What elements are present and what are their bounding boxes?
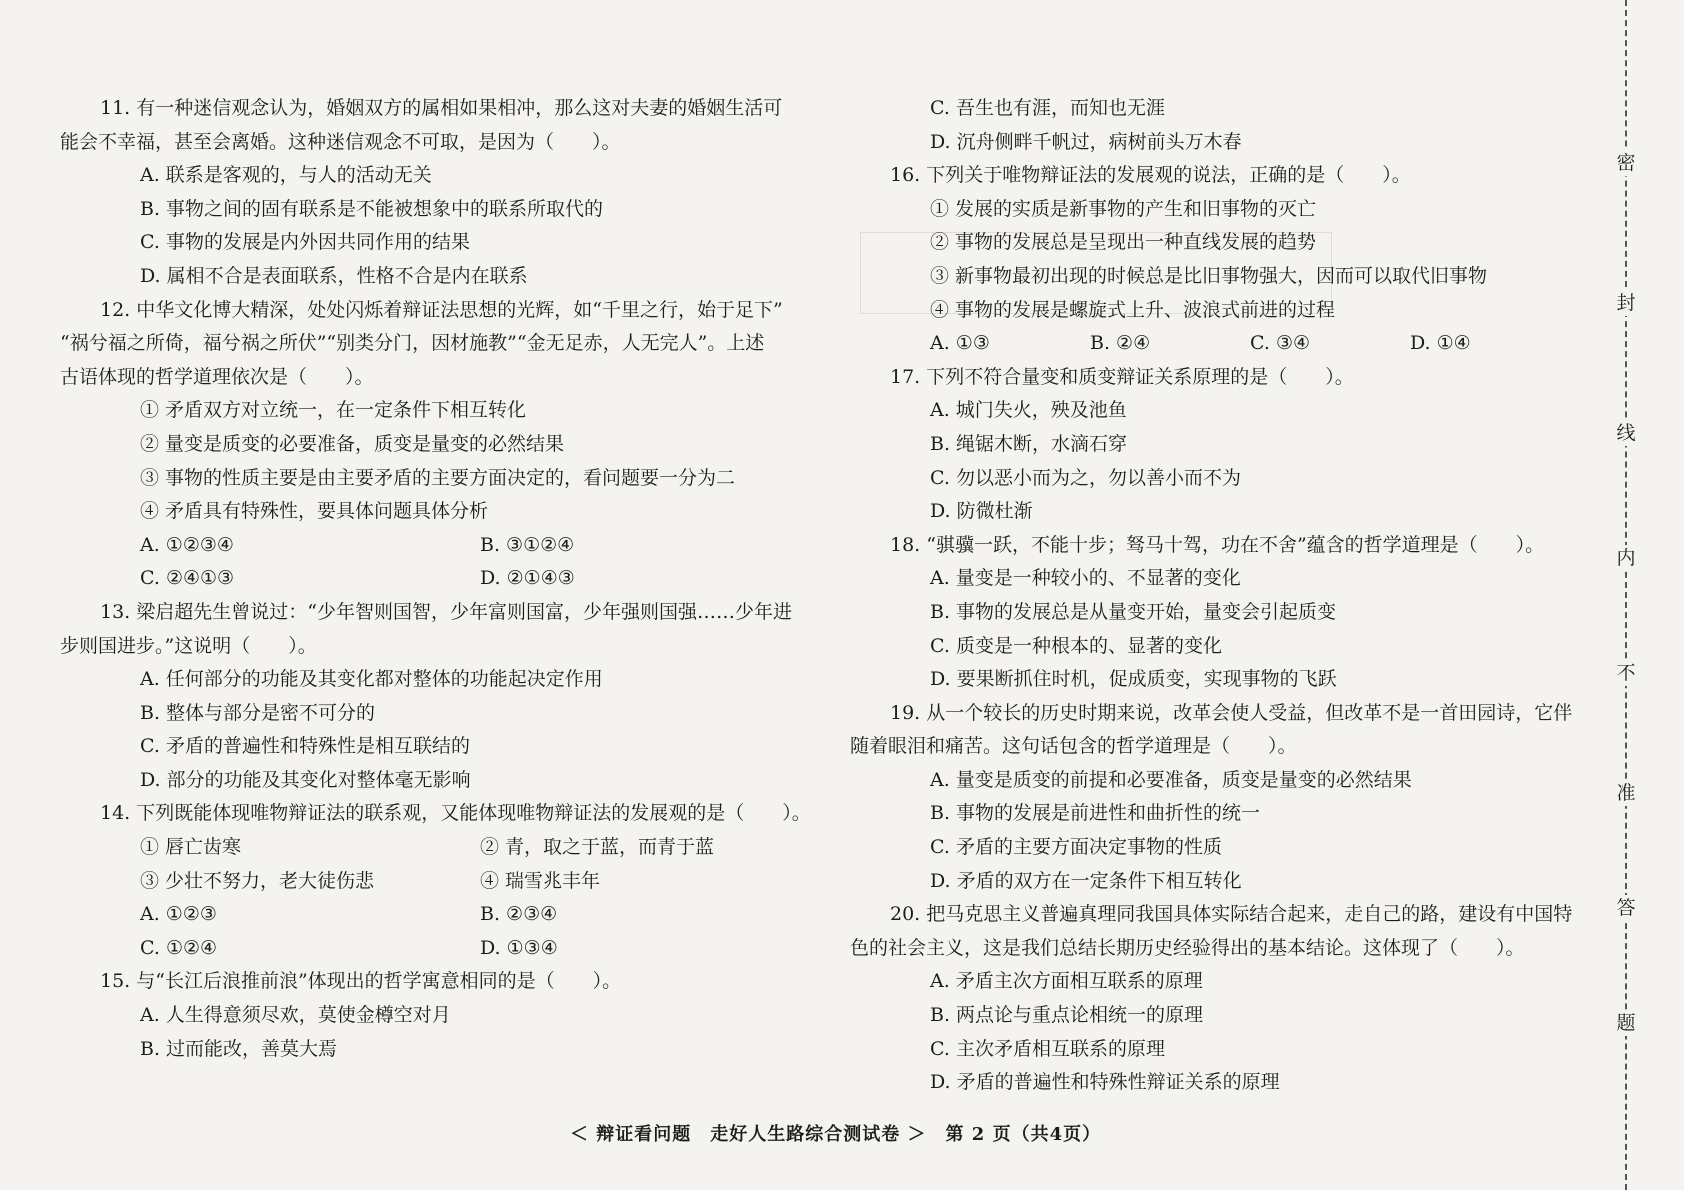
binding-char: 封 <box>1613 290 1639 316</box>
option-text: B. ②③④ <box>480 903 558 926</box>
question-continuation: 古语体现的哲学道理依次是（ ）。 <box>60 365 374 388</box>
option-pair <box>60 529 840 563</box>
option-pair <box>60 831 840 865</box>
option-pair <box>60 932 840 966</box>
question-continuation: 随着眼泪和痛苦。这句话包含的哲学道理是（ ）。 <box>850 735 1297 758</box>
option-text: A. ①③ <box>930 332 990 355</box>
question-text: 17. 下列不符合量变和质变辩证关系原理的是（ ）。 <box>890 365 1354 388</box>
option-text: D. ①③④ <box>480 936 558 959</box>
question-text: 19. 从一个较长的历史时期来说，改革会使人受益，但改革不是一首田园诗，它伴 <box>890 701 1573 724</box>
binding-char: 答 <box>1613 895 1639 921</box>
option-text: B. ③①②④ <box>480 533 575 556</box>
option-text: C. 主次矛盾相互联系的原理 <box>930 1037 1165 1060</box>
option-text: B. 整体与部分是密不可分的 <box>140 701 376 724</box>
option-text: D. 属相不合是表面联系，性格不合是内在联系 <box>140 264 528 287</box>
option-row <box>850 327 1610 361</box>
option-text: B. 两点论与重点论相统一的原理 <box>930 1004 1204 1027</box>
option-text: D. 矛盾的普遍性和特殊性辩证关系的原理 <box>930 1071 1280 1094</box>
question-text: 16. 下列关于唯物辩证法的发展观的说法，正确的是（ ）。 <box>890 164 1411 187</box>
option-text: D. ②①④③ <box>480 567 575 590</box>
question-text: 14. 下列既能体现唯物辩证法的联系观，又能体现唯物辩证法的发展观的是（ ）。 <box>100 802 811 825</box>
option-text: ④ 矛盾具有特殊性，要具体问题具体分析 <box>140 500 489 523</box>
question-text: 18. “骐骥一跃，不能十步；驽马十驾，功在不舍”蕴含的哲学道理是（ ）。 <box>890 533 1545 556</box>
binding-char: 题 <box>1613 1010 1639 1036</box>
binding-char: 密 <box>1613 150 1639 176</box>
option-text: A. 矛盾主次方面相互联系的原理 <box>930 970 1203 993</box>
option-text: B. 事物的发展总是从量变开始，量变会引起质变 <box>930 600 1337 623</box>
binding-line <box>1616 0 1684 1190</box>
option-text: ③ 新事物最初出现的时候总是比旧事物强大，因而可以取代旧事物 <box>930 264 1488 287</box>
option-text: ④ 事物的发展是螺旋式上升、波浪式前进的过程 <box>930 298 1336 321</box>
option-text: C. 事物的发展是内外因共同作用的结果 <box>140 231 470 254</box>
option-text: B. ②④ <box>1090 332 1151 355</box>
right-column <box>850 92 1610 1100</box>
option-text: ③ 事物的性质主要是由主要矛盾的主要方面决定的，看问题要一分为二 <box>140 466 736 489</box>
question-continuation: 步则国进步。”这说明（ ）。 <box>60 634 317 657</box>
question-text: 20. 把马克思主义普遍真理同我国具体实际结合起来，走自己的路，建设有中国特 <box>890 903 1573 926</box>
option-text: ④ 瑞雪兆丰年 <box>480 869 601 892</box>
option-pair <box>60 562 840 596</box>
option-text: C. ②④①③ <box>140 567 235 590</box>
question-continuation: 色的社会主义，这是我们总结长期历史经验得出的基本结论。这体现了（ ）。 <box>850 936 1525 959</box>
option-text: ① 矛盾双方对立统一，在一定条件下相互转化 <box>140 399 527 422</box>
option-text: B. 过而能改，善莫大焉 <box>140 1037 338 1060</box>
option-text: D. 要果断抓住时机，促成质变，实现事物的飞跃 <box>930 668 1337 691</box>
option-text: A. 量变是一种较小的、不显著的变化 <box>930 567 1241 590</box>
option-text: A. 量变是质变的前提和必要准备，质变是量变的必然结果 <box>930 768 1412 791</box>
binding-char: 准 <box>1613 780 1639 806</box>
option-text: B. 事物之间的固有联系是不能被想象中的联系所取代的 <box>140 197 604 220</box>
option-text: A. ①②③④ <box>140 533 234 556</box>
question-text: 11. 有一种迷信观念认为，婚姻双方的属相如果相冲，那么这对夫妻的婚姻生活可 <box>100 97 783 119</box>
option-text: C. ①②④ <box>140 936 218 959</box>
binding-char: 线 <box>1613 420 1639 446</box>
question-text: 15. 与“长江后浪推前浪”体现出的哲学寓意相同的是（ ）。 <box>100 970 622 993</box>
option-text: A. 任何部分的功能及其变化都对整体的功能起决定作用 <box>140 668 603 691</box>
option-text: C. ③④ <box>1250 332 1311 355</box>
option-text: A. 城门失火，殃及池鱼 <box>930 399 1127 422</box>
left-column <box>60 92 840 1066</box>
option-text: ② 青，取之于蓝，而青于蓝 <box>480 836 715 859</box>
option-text: D. ①④ <box>1410 332 1471 355</box>
option-pair <box>60 898 840 932</box>
option-text: ② 事物的发展总是呈现出一种直线发展的趋势 <box>930 231 1317 254</box>
option-text: A. 人生得意须尽欢，莫使金樽空对月 <box>140 1004 451 1027</box>
binding-char: 不 <box>1613 660 1639 686</box>
question-continuation: 能会不幸福，甚至会离婚。这种迷信观念不可取，是因为（ ）。 <box>60 130 621 153</box>
option-text: D. 部分的功能及其变化对整体毫无影响 <box>140 768 471 791</box>
option-text: C. 勿以恶小而为之，勿以善小而不为 <box>930 466 1241 489</box>
binding-char: 内 <box>1613 545 1639 571</box>
page-footer: ＜ 辩证看问题 走好人生路综合测试卷 ＞ 第 2 页（共4页） <box>570 1124 1102 1145</box>
option-text: D. 矛盾的双方在一定条件下相互转化 <box>930 869 1242 892</box>
option-text: B. 事物的发展是前进性和曲折性的统一 <box>930 802 1261 825</box>
option-text: C. 质变是一种根本的、显著的变化 <box>930 634 1222 657</box>
option-text: B. 绳锯木断，水滴石穿 <box>930 432 1128 455</box>
option-text: A. ①②③ <box>140 903 217 926</box>
option-text: C. 矛盾的普遍性和特殊性是相互联结的 <box>140 735 470 758</box>
option-text: ③ 少壮不努力，老大徒伤悲 <box>140 869 375 892</box>
option-text: D. 沉舟侧畔千帆过，病树前头万木春 <box>930 130 1242 153</box>
option-text: ① 发展的实质是新事物的产生和旧事物的灭亡 <box>930 197 1317 220</box>
question-text: 13. 梁启超先生曾说过：“少年智则国智，少年富则国富，少年强则国强……少年进 <box>100 600 792 623</box>
question-text: 12. 中华文化博大精深，处处闪烁着辩证法思想的光辉，如“千里之行，始于足下” <box>100 298 783 321</box>
option-pair <box>60 865 840 899</box>
option-text: C. 吾生也有涯，而知也无涯 <box>930 97 1165 119</box>
option-text: ① 唇亡齿寒 <box>140 836 242 859</box>
option-text: ② 量变是质变的必要准备，质变是量变的必然结果 <box>140 432 565 455</box>
option-text: C. 矛盾的主要方面决定事物的性质 <box>930 836 1222 859</box>
question-continuation: “祸兮福之所倚，福兮祸之所伏”“别类分门，因材施教”“金无足赤，人无完人”。上述 <box>60 332 765 355</box>
option-text: A. 联系是客观的，与人的活动无关 <box>140 164 432 187</box>
option-text: D. 防微杜渐 <box>930 500 1033 523</box>
